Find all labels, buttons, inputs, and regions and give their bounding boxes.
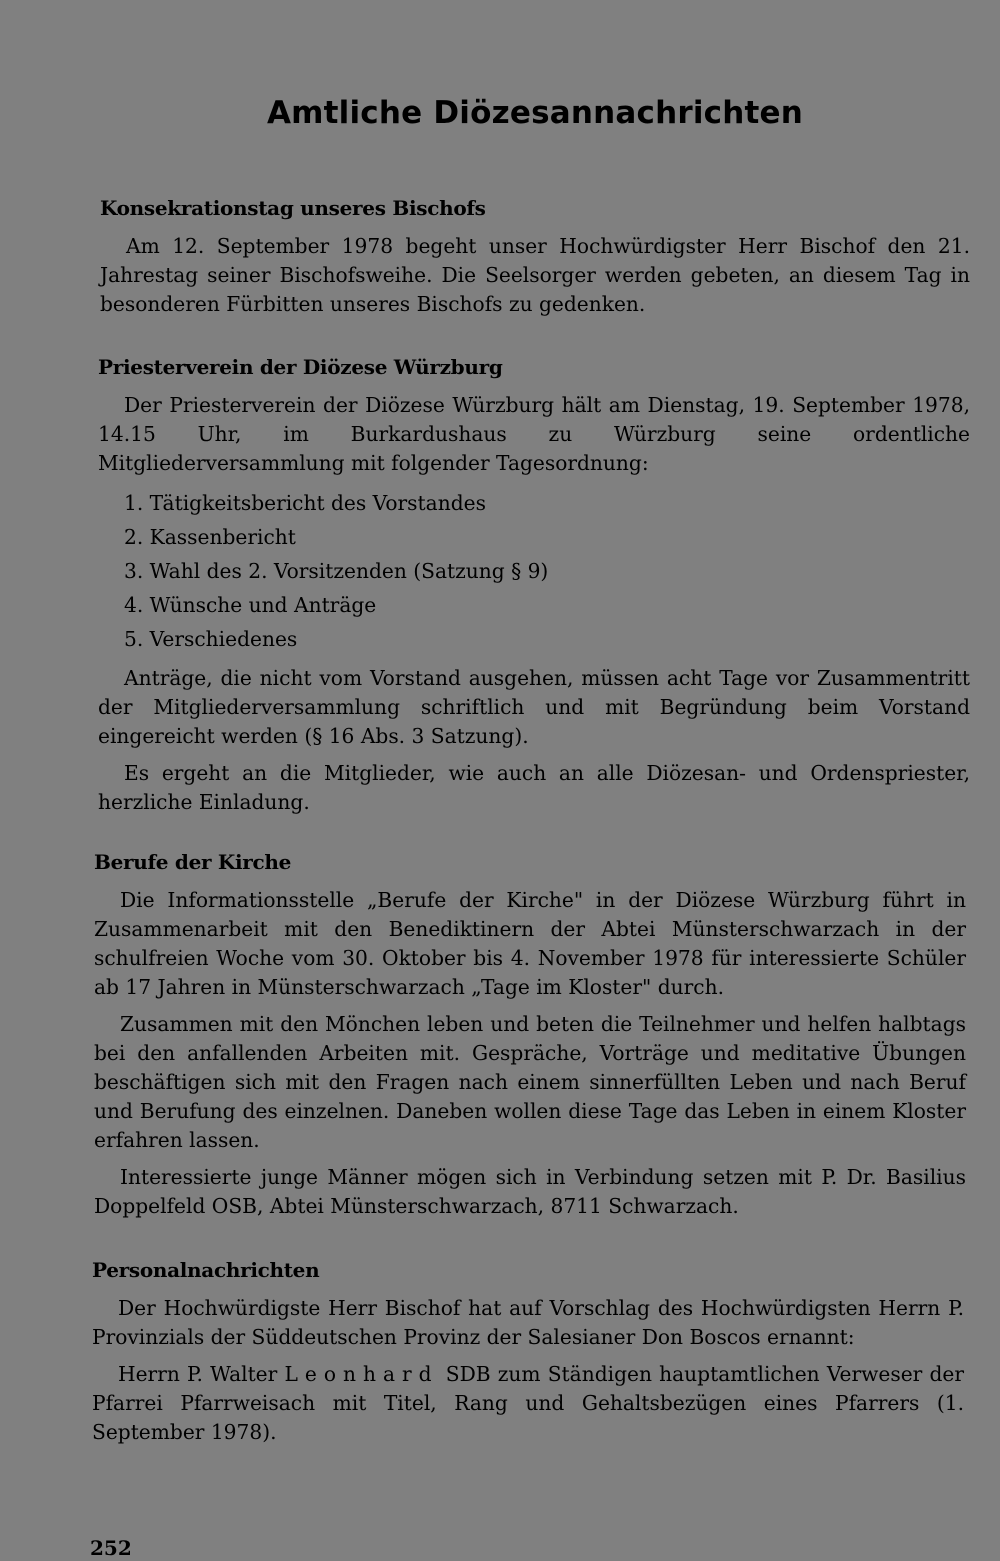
section-heading: Personalnachrichten [92, 1258, 320, 1282]
section-konsekrationstag [100, 196, 970, 327]
section-berufe-der-kirche [94, 850, 966, 1229]
agenda-list [98, 486, 970, 656]
paragraph: Die Informationsstelle „Berufe der Kirche" in der Diözese Würzburg führt in Zusammenarbeit mit den Benediktinern der Abtei Münsterschwarzach in der schulfreien Woche vom 30. Oktober bis 4. November 1978 für interessierte Schüler ab 17 Jahren in Münsterschwarzach „Tage im Kloster" durch. [94, 888, 966, 999]
section-priesterverein [98, 355, 970, 825]
section-heading: Konsekrationstag unseres Bischofs [100, 196, 486, 220]
appointee-name: Leonhard [284, 1362, 439, 1386]
list-item: 4. Wünsche und Anträge [124, 593, 377, 617]
page-number: 252 [90, 1536, 132, 1560]
paragraph: Am 12. September 1978 begeht unser Hochwürdigster Herr Bischof den 21. Jahrestag seiner Bischofsweihe. Die Seelsorger werden gebeten, an diesem Tag in besonderen Fürbitten unseres Bischofs zu gedenken. [100, 234, 970, 316]
appointment-prefix: Herrn P. Walter [118, 1362, 278, 1386]
paragraph: Der Priesterverein der Diözese Würzburg hält am Dienstag, 19. September 1978, 14.15 Uhr, im Burkardushaus zu Würzburg seine ordentliche Mitgliederversammlung mit folgender Tagesordnung: [98, 393, 970, 475]
section-heading: Priesterverein der Diözese Würzburg [98, 355, 503, 379]
paragraph: Anträge, die nicht vom Vorstand ausgehen, müssen acht Tage vor Zusammentritt der Mitgliederversammlung schriftlich und mit Begründung beim Vorstand eingereicht werden (§ 16 Abs. 3 Satzung). [98, 666, 970, 748]
section-heading: Berufe der Kirche [94, 850, 292, 874]
appointment-suffix: SDB zum Ständigen hauptamtlichen Verweser der Pfarrei Pfarrweisach mit Titel, Rang und Gehaltsbezügen eines Pfarrers (1. September 1978). [92, 1362, 965, 1444]
paragraph: Zusammen mit den Mönchen leben und beten die Teilnehmer und helfen halbtags bei den anfallenden Arbeiten mit. Gespräche, Vorträge und meditative Übungen beschäftigen sich mit den Fragen nach einem sinnerfüllten Leben und nach Beruf und Berufung des einzelnen. Daneben wollen diese Tage das Leben in einem Kloster erfahren lassen. [94, 1012, 966, 1152]
list-item: 3. Wahl des 2. Vorsitzenden (Satzung § 9) [124, 559, 549, 583]
list-item: 1. Tätigkeitsbericht des Vorstandes [124, 491, 486, 515]
paragraph: Der Hochwürdigste Herr Bischof hat auf Vorschlag des Hochwürdigsten Herrn P. Provinzials der Süddeutschen Provinz der Salesianer Don Boscos ernannt: [92, 1296, 964, 1349]
list-item: 2. Kassenbericht [124, 525, 296, 549]
paragraph: Es ergeht an die Mitglieder, wie auch an alle Diözesan- und Ordenspriester, herzliche Einladung. [98, 761, 970, 814]
page-title: Amtliche Diözesannachrichten [266, 95, 804, 131]
paragraph: Interessierte junge Männer mögen sich in Verbindung setzen mit P. Dr. Basilius Doppelfeld OSB, Abtei Münsterschwarzach, 8711 Schwarzach. [94, 1165, 966, 1218]
appointment-paragraph [92, 1360, 964, 1447]
list-item: 5. Verschiedenes [124, 627, 298, 651]
section-personalnachrichten [92, 1258, 964, 1455]
